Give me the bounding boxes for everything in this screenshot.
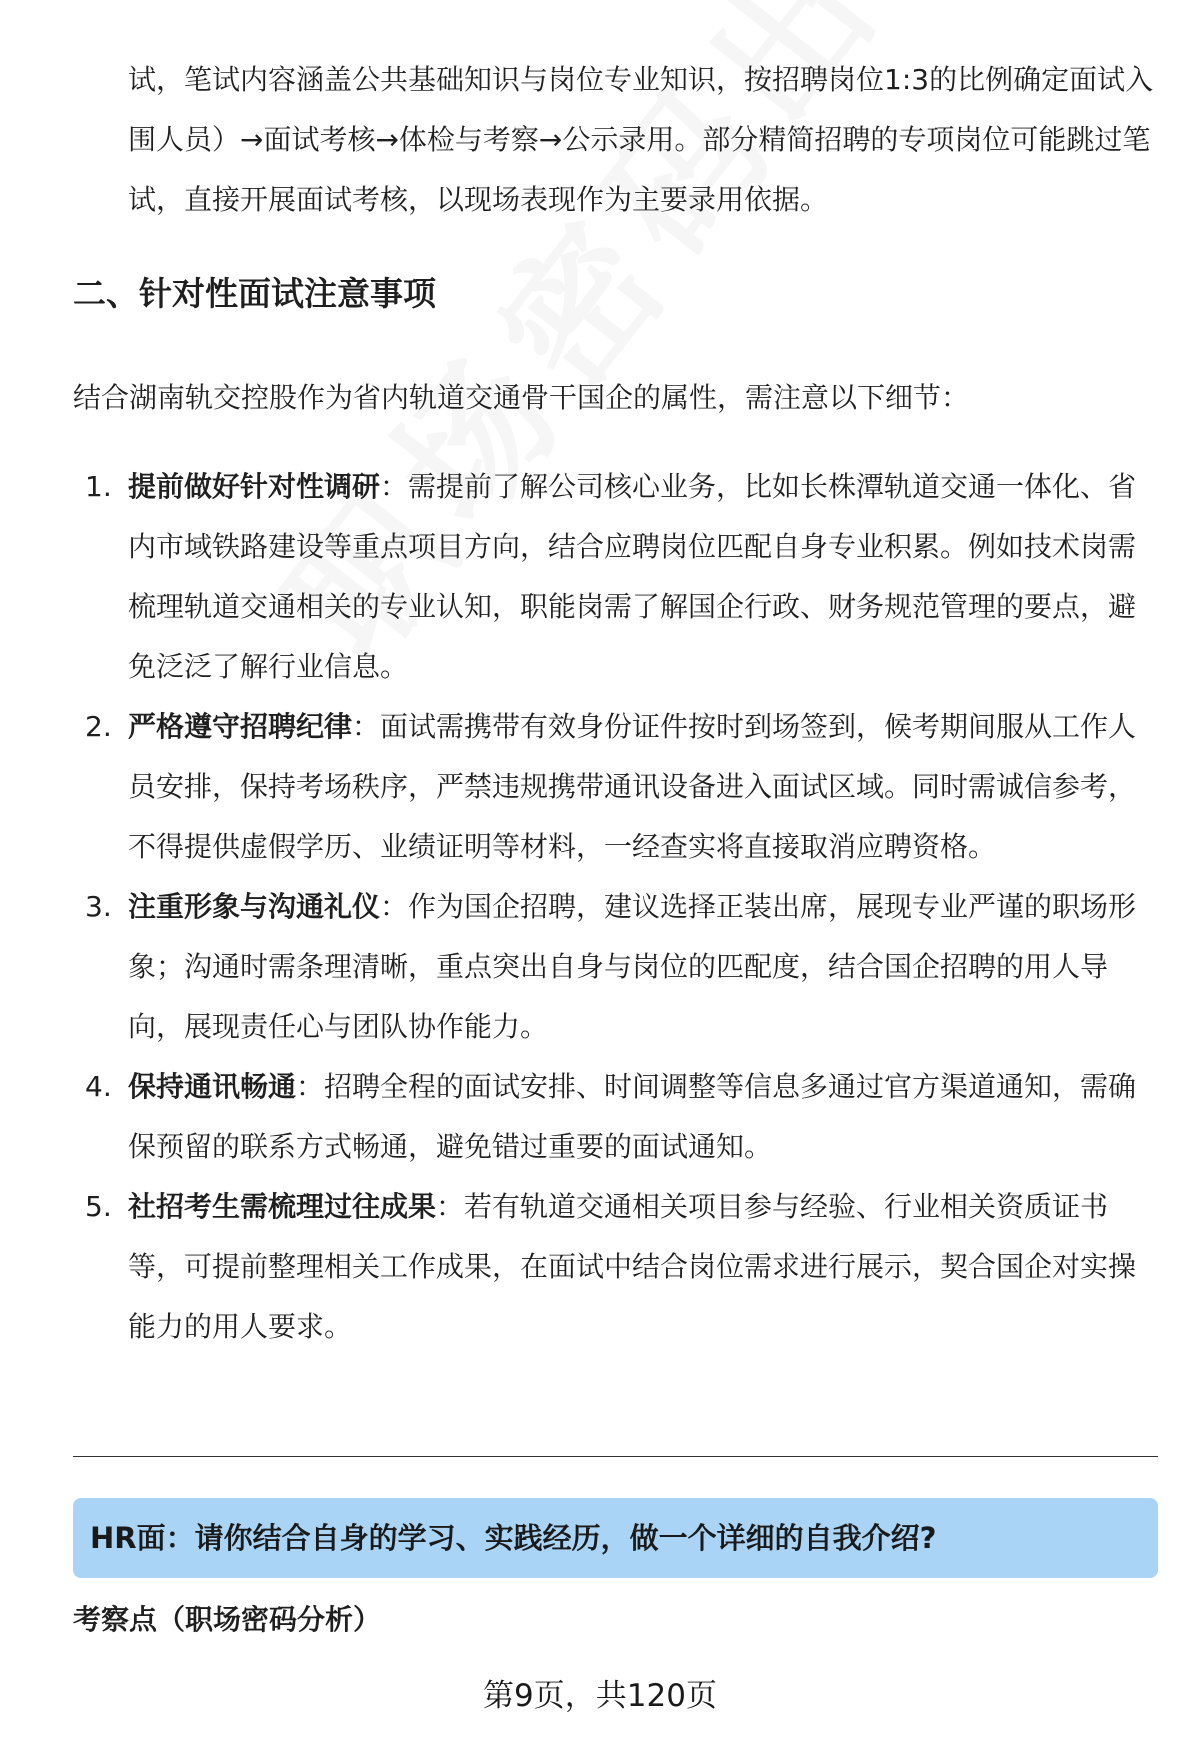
list-item-body: ：需提前了解公司核心业务，比如长株潭轨道交通一体化、省内市域铁路建设等重点项目方向，结合应聘岗位匹配自身专业积累。例如技术岗需梳理轨道交通相关的专业认知，职能岗需了解国企行政、财务规范管理的要点，避免泛泛了解行业信息。 (128, 470, 1137, 683)
list-item (73, 1057, 1160, 1177)
list-item (73, 457, 1160, 697)
list-item-title: 提前做好针对性调研 (128, 470, 381, 503)
hr-question-box (73, 1498, 1158, 1578)
section-heading: 二、针对性面试注意事项 (73, 274, 436, 313)
list-item-title: 严格遵守招聘纪律 (128, 710, 353, 743)
list-item-body: ：作为国企招聘，建议选择正装出席，展现专业严谨的职场形象；沟通时需条理清晰，重点突出自身与岗位的匹配度，结合国企招聘的用人导向，展现责任心与团队协作能力。 (128, 890, 1137, 1043)
list-item-number: 3. (85, 890, 112, 923)
list-item-number: 2. (85, 710, 112, 743)
list-item (73, 877, 1160, 1057)
list-item-title: 注重形象与沟通礼仪 (128, 890, 381, 923)
list-item-number: 4. (85, 1070, 112, 1103)
list-item (73, 697, 1160, 877)
intro-continuation-paragraph: 试，笔试内容涵盖公共基础知识与岗位专业知识，按招聘岗位1:3的比例确定面试入围人员）→面试考核→体检与考察→公示录用。部分精简招聘的专项岗位可能跳过笔试，直接开展面试考核，以现场表现作为主要录用依据。 (128, 63, 1154, 216)
list-item-title: 社招考生需梳理过往成果 (128, 1190, 437, 1223)
list-item-number: 1. (85, 470, 112, 503)
tips-list (73, 457, 1160, 1357)
page-number-footer: 第9页，共120页 (483, 1678, 717, 1714)
evaluation-points-heading: 考察点（职场密码分析） (73, 1603, 382, 1636)
list-item-title: 保持通讯畅通 (128, 1070, 297, 1103)
hr-question-text: HR面：请你结合自身的学习、实践经历，做一个详细的自我介绍? (90, 1521, 937, 1555)
list-item-body: ：招聘全程的面试安排、时间调整等信息多通过官方渠道通知，需确保预留的联系方式畅通，避免错过重要的面试通知。 (128, 1070, 1137, 1163)
list-item-body: ：若有轨道交通相关项目参与经验、行业相关资质证书等，可提前整理相关工作成果，在面试中结合岗位需求进行展示，契合国企对实操能力的用人要求。 (128, 1190, 1137, 1343)
section-divider (73, 1456, 1158, 1457)
list-item-number: 5. (85, 1190, 112, 1223)
list-item (73, 1177, 1160, 1357)
list-item-body: ：面试需携带有效身份证件按时到场签到，候考期间服从工作人员安排，保持考场秩序，严禁违规携带通讯设备进入面试区域。同时需诚信参考，不得提供虚假学历、业绩证明等材料，一经查实将直接取消应聘资格。 (128, 710, 1137, 863)
section-lead-paragraph: 结合湖南轨交控股作为省内轨道交通骨干国企的属性，需注意以下细节： (73, 381, 970, 414)
